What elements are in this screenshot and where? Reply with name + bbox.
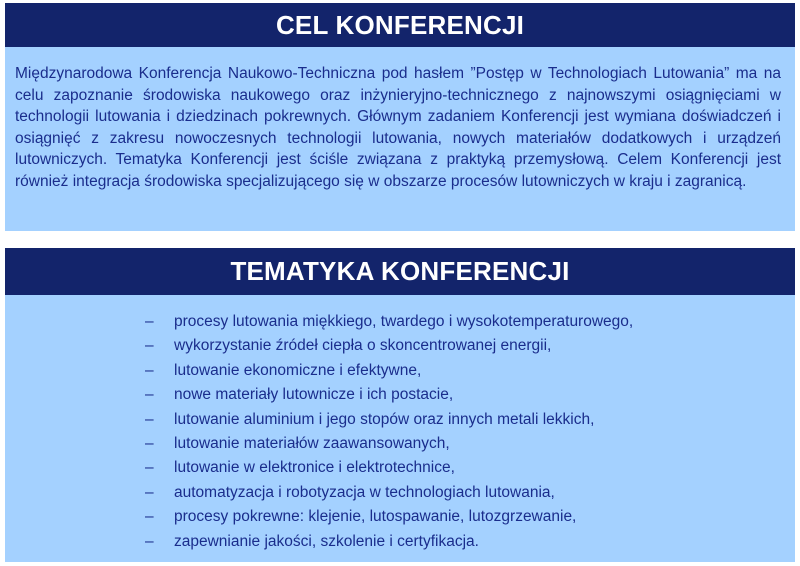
topics-list [145, 310, 633, 554]
dash-bullet-icon: – [145, 532, 154, 550]
dash-bullet-icon: – [145, 386, 154, 404]
topic-text: lutowanie aluminium i jego stopów oraz innych metali lekkich, [174, 410, 595, 428]
topics-section [5, 248, 795, 562]
dash-bullet-icon: – [145, 313, 154, 330]
dash-bullet-icon: – [145, 337, 154, 355]
dash-bullet-icon: – [145, 435, 154, 453]
topic-text: procesy lutowania miękkiego, twardego i wysokotemperaturowego, [174, 313, 634, 330]
list-item [145, 456, 633, 480]
topic-text: nowe materiały lutownicze i ich postacie, [174, 386, 454, 404]
list-item [145, 310, 633, 334]
goal-section-title: CEL KONFERENCJI [5, 3, 795, 47]
list-item [145, 359, 633, 383]
list-item [145, 334, 633, 358]
topic-text: automatyzacja i robotyzacja w technologiach lutowania, [174, 483, 555, 501]
list-item [145, 481, 633, 505]
list-item [145, 383, 633, 407]
dash-bullet-icon: – [145, 508, 154, 526]
topic-text: procesy pokrewne: klejenie, lutospawanie, lutozgrzewanie, [174, 508, 577, 526]
topics-section-title: TEMATYKA KONFERENCJI [5, 248, 795, 295]
topic-text: zapewnianie jakości, szkolenie i certyfikacja. [174, 532, 479, 550]
goal-description: Międzynarodowa Konferencja Naukowo-Techniczna pod hasłem ”Postęp w Technologiach Lutowania” ma na celu zapoznanie środowiska naukowego oraz inżynieryjno-technicznego z najnowszymi osiągnięciami w technologii lutowania i dziedzinach pokrewnych. Głównym zadaniem Konferencji jest wymiana doświadczeń i osiągnięć z zakresu nowoczesnych technologii lutowania, nowych materiałów dodatkowych i urządzeń lutowniczych. Tematyka Konferencji jest ściśle związana z praktyką przemysłową. Celem Konferencji jest również integracja środowiska specjalizującego się w obszarze procesów lutowniczych w kraju i zagranicą. [15, 65, 781, 190]
list-item [145, 505, 633, 529]
list-item [145, 408, 633, 432]
topic-text: lutowanie materiałów zaawansowanych, [174, 435, 450, 453]
list-item [145, 432, 633, 456]
dash-bullet-icon: – [145, 410, 154, 428]
dash-bullet-icon: – [145, 483, 154, 501]
topic-text: lutowanie ekonomiczne i efektywne, [174, 361, 422, 379]
topic-text: lutowanie w elektronice i elektrotechnice, [174, 459, 455, 477]
goal-section [5, 3, 795, 231]
dash-bullet-icon: – [145, 361, 154, 379]
list-item [145, 530, 633, 554]
topic-text: wykorzystanie źródeł ciepła o skoncentrowanej energii, [174, 337, 552, 355]
dash-bullet-icon: – [145, 459, 154, 477]
